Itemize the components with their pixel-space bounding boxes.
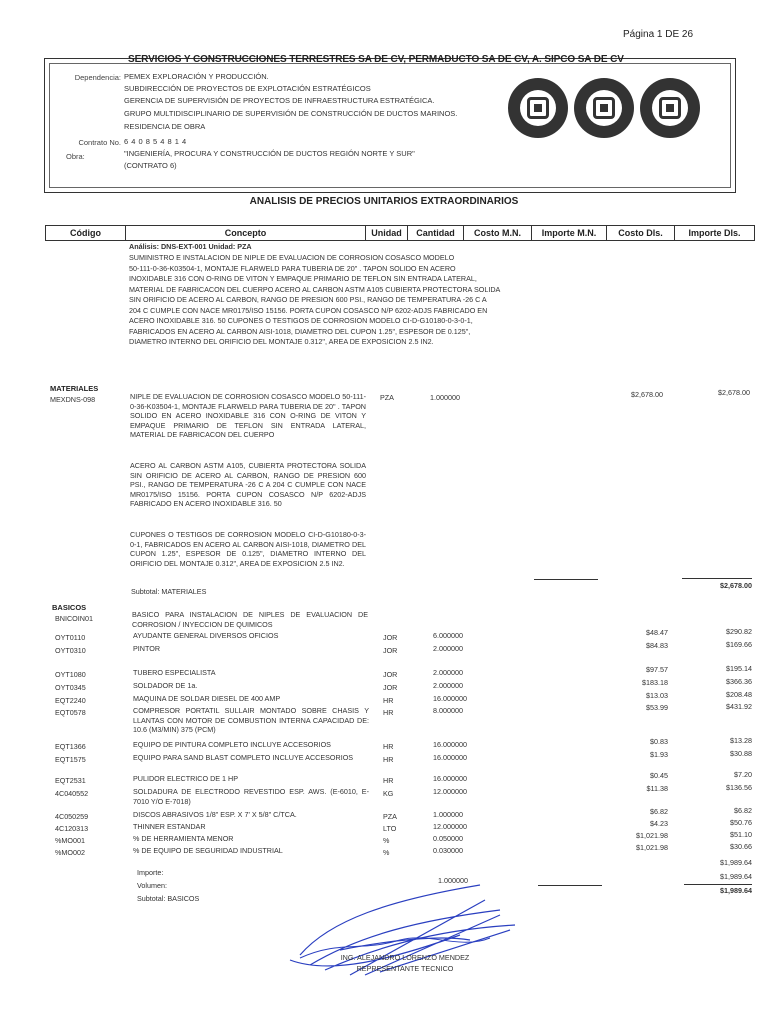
row-cost: $183.18 — [642, 678, 668, 687]
row-code: EQT2240 — [55, 696, 86, 705]
row-unit: LTO — [383, 824, 397, 833]
obra-label: Obra: — [66, 152, 85, 161]
row-cost: $48.47 — [646, 628, 668, 637]
dependency-line-5: RESIDENCIA DE OBRA — [124, 122, 206, 131]
row-unit: JOR — [383, 646, 398, 655]
row-unit: HR — [383, 776, 394, 785]
row-code: OYT0345 — [55, 683, 86, 692]
analisis-line: 50-111-0-36-K03504-1, MONTAJE FLARWELD PARA TUBERIA DE 20" . TAPON SOLIDO EN ACERO — [129, 263, 456, 273]
row-desc: AYUDANTE GENERAL DIVERSOS OFICIOS — [133, 631, 279, 640]
row-cost: $0.83 — [650, 737, 668, 746]
divider — [684, 884, 752, 885]
row-desc: % DE HERRAMIENTA MENOR — [133, 834, 234, 843]
analisis-line: ACERO INOXIDABLE 316. 50 CUPONES O TESTIGOS DE CORROSION MODELO CI-D-G10180-0-3-0-1, — [129, 316, 473, 325]
analisis-line: 204 C CUMPLE CON NACE MR0175/ISO 15156. PORTA CUPON COSASCO N/P 6202-ADJS FABRICADO EN — [129, 305, 488, 315]
materiales-subtotal: $2,678.00 — [720, 581, 752, 590]
table-header — [45, 225, 755, 241]
analisis-line: INOXIDABLE 316 CON O-RING DE VITON Y EMPAQUE PRIMARIO DE TEFLON SIN ENTRADA LATERAL, — [129, 274, 477, 283]
row-qty: 8.000000 — [433, 706, 463, 715]
col-costo-mn: Costo M.N. — [464, 226, 532, 240]
signer-role: REPRESENTANTE TECNICO — [356, 964, 454, 973]
row-desc: THINNER ESTANDAR — [133, 822, 206, 831]
row-unit: JOR — [383, 683, 398, 692]
row-importe: $30.66 — [730, 842, 752, 851]
analisis-line: SIN ORIFICIO DE ACERO AL CARBON, RANGO DE PRESION 600 PSI., RANGO DE TEMPERATURA -26 C A — [129, 295, 487, 304]
materiales-title: MATERIALES — [50, 384, 99, 393]
row-code: %MO002 — [55, 848, 85, 857]
row-unit: HR — [383, 696, 394, 705]
row-importe: $136.56 — [726, 783, 752, 792]
analisis-line: MATERIAL DE FABRICACON DEL CUERPO ACERO AL CARBON ASTM A105 CUBIERTA PROTECTORA SOLIDA — [129, 284, 501, 294]
divider — [682, 578, 752, 579]
materiales-desc-1: NIPLE DE EVALUACION DE CORROSION COSASCO MODELO 50-111-0-36-K03504-1, MONTAJE FLARWELD PARA TUBERIA DE 20" . TAPON SOLIDO EN ACERO INOXIDABLE 316 CON O-RING DE VITON Y EMPAQUE PRIMARIO DE TEFLON SIN ENTRADA LATERAL, MATERIAL DE FABRICACON DEL CUERPO — [130, 392, 366, 440]
row-qty: 2.000000 — [433, 681, 463, 690]
row-importe: $208.48 — [726, 690, 752, 699]
row-code: EQT1575 — [55, 755, 86, 764]
divider — [534, 579, 598, 580]
row-unit: PZA — [383, 812, 397, 821]
row-qty: 12.000000 — [433, 787, 467, 796]
row-importe: $169.66 — [726, 640, 752, 649]
row-desc: MAQUINA DE SOLDAR DIESEL DE 400 AMP — [133, 694, 281, 703]
row-importe: $6.82 — [734, 806, 752, 815]
row-importe: $366.36 — [726, 677, 752, 686]
materiales-unit: PZA — [380, 393, 394, 402]
row-code: OYT0310 — [55, 646, 86, 655]
row-desc: EQUIPO DE PINTURA COMPLETO INCLUYE ACCESORIOS — [133, 740, 331, 749]
row-importe: $51.10 — [730, 830, 752, 839]
row-code: 4C050259 — [55, 812, 89, 821]
row-desc: SOLDADURA DE ELECTRODO REVESTIDO ESP. AWS. (E-6010, E-7010 Y/O E-7018) — [133, 787, 369, 806]
basicos-desc: BASICO PARA INSTALACION DE NIPLES DE EVALUACION DE CORROSION / INYECCION DE QUIMICOS — [132, 610, 368, 629]
col-importe-mn: Importe M.N. — [532, 226, 607, 240]
row-qty: 2.000000 — [433, 668, 463, 677]
row-code: OYT1080 — [55, 670, 86, 679]
row-qty: 1.000000 — [433, 810, 463, 819]
row-unit: JOR — [383, 633, 398, 642]
col-costo-dls: Costo Dls. — [607, 226, 675, 240]
basicos-title: BASICOS — [52, 603, 87, 612]
basicos-code: BNICOIN01 — [55, 614, 93, 623]
analisis-head: Análisis: DNS-EXT-001 Unidad: PZA — [129, 242, 252, 251]
row-desc: DISCOS ABRASIVOS 1/8" ESP. X 7' X 5/8" C/TCA. — [133, 810, 297, 819]
dependency-line-1: PEMEX EXPLORACIÓN Y PRODUCCIÓN. — [124, 72, 269, 81]
row-cost: $0.45 — [650, 771, 668, 780]
dependency-line-2: SUBDIRECCIÓN DE PROYECTOS DE EXPLOTACIÓN ESTRATÉGICOS — [124, 84, 371, 93]
row-code: 4C120313 — [55, 824, 89, 833]
col-unidad: Unidad — [366, 226, 408, 240]
materiales-code: MEXDNS-098 — [50, 395, 96, 404]
page-number: Página 1 DE 26 — [623, 29, 694, 40]
volumen-label: Volumen: — [137, 881, 167, 890]
analisis-line: DIAMETRO INTERNO DEL ORIFICIO DEL MONTAJE 0.312", AREA DE EXPOSICION 2.5 IN2. — [129, 337, 434, 346]
obra-text: "INGENIERÍA, PROCURA Y CONSTRUCCIÓN DE DUCTOS REGIÓN NORTE Y SUR" — [124, 149, 415, 158]
row-importe: $13.28 — [730, 736, 752, 745]
row-cost: $97.57 — [646, 665, 668, 674]
row-importe: $7.20 — [734, 770, 752, 779]
importe-label: Importe: — [137, 868, 164, 877]
row-desc: PULIDOR ELECTRICO DE 1 HP — [133, 774, 239, 783]
consorcio-seal — [508, 78, 568, 138]
row-qty: 12.000000 — [433, 822, 467, 831]
contrato-label: Contrato No. — [78, 138, 121, 147]
row-qty: 2.000000 — [433, 644, 463, 653]
row-desc: EQUIPO PARA SAND BLAST COMPLETO INCLUYE ACCESORIOS — [133, 753, 354, 762]
dependency-line-3: GERENCIA DE SUPERVISIÓN DE PROYECTOS DE INFRAESTRUCTURA ESTRATÉGICA. — [124, 96, 435, 105]
row-qty: 16.000000 — [433, 753, 467, 762]
row-unit: % — [383, 836, 390, 845]
dependency-line-4: GRUPO MULTIDISCIPLINARIO DE SUPERVISIÓN DE CONSTRUCCIÓN DE DUCTOS MARINOS. — [124, 109, 458, 118]
volumen-qty: 1.000000 — [438, 876, 468, 885]
row-desc: SOLDADOR DE 1a. — [133, 681, 198, 690]
row-qty: 16.000000 — [433, 740, 467, 749]
row-desc: TUBERO ESPECIALISTA — [133, 668, 216, 677]
row-cost: $11.38 — [646, 784, 668, 793]
basicos-subtotal: $1,989.64 — [720, 886, 752, 895]
obra-text-2: (CONTRATO 6) — [124, 161, 177, 170]
row-cost: $4.23 — [650, 819, 668, 828]
row-cost: $1,021.98 — [636, 843, 668, 852]
row-desc: % DE EQUIPO DE SEGURIDAD INDUSTRIAL — [133, 846, 283, 855]
signer-name: ING. ALEJANDRO LORENZO MENDEZ — [340, 953, 470, 962]
dependencia-label: Dependencia: — [74, 73, 121, 82]
row-qty: 6.000000 — [433, 631, 463, 640]
materiales-cost: $2,678.00 — [631, 390, 663, 399]
materiales-desc-2: ACERO AL CARBON ASTM A105, CUBIERTA PROTECTORA SOLIDA SIN ORIFICIO DE ACERO AL CARBON, RANGO DE PRESION 600 PSI., RANGO DE TEMPERATURA -26 C A 204 C CUMPLE CON NACE MR0175/ISO 15156. PORTA CUPON COSASCO N/P 6202-ADJS FABRICADO EN ACERO INOXIDABLE 316. 50 — [130, 461, 366, 509]
row-importe: $30.88 — [730, 749, 752, 758]
analisis-description — [129, 253, 549, 348]
row-cost: $6.82 — [650, 807, 668, 816]
materiales-desc-3: CUPONES O TESTIGOS DE CORROSION MODELO CI-D-G10180-0-3-0-1, FABRICADOS EN ACERO AL CARBON AISI-1018, DIAMETRO DEL CUPON 1.25", ESPESOR DE 0.125", DIAMETRO INTERNO DEL ORIFICIO DEL MONTAJE 0.312", AREA DE EXPOSICION 2.5 IN2. — [130, 530, 366, 568]
row-code: EQT2531 — [55, 776, 86, 785]
row-cost: $84.83 — [646, 641, 668, 650]
basicos-subtotal-label: Subtotal: BASICOS — [137, 894, 200, 903]
col-importe-dls: Importe Dls. — [688, 228, 741, 238]
row-qty: 0.050000 — [433, 834, 463, 843]
row-desc: PINTOR — [133, 644, 161, 653]
row-qty: 0.030000 — [433, 846, 463, 855]
row-cost: $13.03 — [646, 691, 668, 700]
row-cost: $53.99 — [646, 703, 668, 712]
materiales-importe: $2,678.00 — [718, 388, 750, 397]
row-code: OYT0110 — [55, 633, 86, 642]
sipco-seal — [640, 78, 700, 138]
row-unit: JOR — [383, 670, 398, 679]
row-desc: COMPRESOR PORTATIL SULLAIR MONTADO SOBRE CHASIS Y LLANTAS CON MOTOR DE COMBUSTION INTERNA CAPACIDAD DE: 10.6 (M3/MIN) 375 (PCM) — [133, 706, 369, 735]
materiales-qty: 1.000000 — [430, 393, 460, 402]
volumen-value: $1,989.64 — [720, 872, 752, 881]
row-importe: $431.92 — [726, 702, 752, 711]
row-qty: 16.000000 — [433, 774, 467, 783]
row-unit: % — [383, 848, 390, 857]
row-unit: HR — [383, 742, 394, 751]
permaducto-seal — [574, 78, 634, 138]
document-title: ANALISIS DE PRECIOS UNITARIOS EXTRAORDINARIOS — [249, 196, 519, 207]
row-importe: $195.14 — [726, 664, 752, 673]
row-unit: HR — [383, 708, 394, 717]
row-code: 4C040552 — [55, 789, 89, 798]
row-cost: $1.93 — [650, 750, 668, 759]
divider — [538, 885, 602, 886]
row-unit: KG — [383, 789, 394, 798]
row-code: %MO001 — [55, 836, 85, 845]
col-cantidad: Cantidad — [408, 226, 464, 240]
col-concepto: Concepto — [126, 226, 366, 240]
row-unit: HR — [383, 755, 394, 764]
col-codigo: Código — [46, 226, 126, 240]
contract-number: 6 4 0 8 5 4 8 1 4 — [124, 137, 187, 146]
row-code: EQT0578 — [55, 708, 86, 717]
row-cost: $1,021.98 — [636, 831, 668, 840]
materiales-subtotal-label: Subtotal: MATERIALES — [131, 587, 207, 596]
row-qty: 16.000000 — [433, 694, 467, 703]
importe-value: $1,989.64 — [720, 858, 752, 867]
row-code: EQT1366 — [55, 742, 86, 751]
analisis-line: SUMINISTRO E INSTALACION DE NIPLE DE EVALUACION DE CORROSION COSASCO MODELO — [129, 253, 455, 262]
company-name: SERVICIOS Y CONSTRUCCIONES TERRESTRES SA DE CV, PERMADUCTO SA DE CV, A. SIPCO SA DE CV — [128, 54, 624, 65]
row-importe: $50.76 — [730, 818, 752, 827]
row-importe: $290.82 — [726, 627, 752, 636]
analisis-line: FABRICADOS EN ACERO AL CARBON AISI-1018, DIAMETRO DEL CUPON 1.25", ESPESOR DE 0.125", — [129, 326, 471, 336]
